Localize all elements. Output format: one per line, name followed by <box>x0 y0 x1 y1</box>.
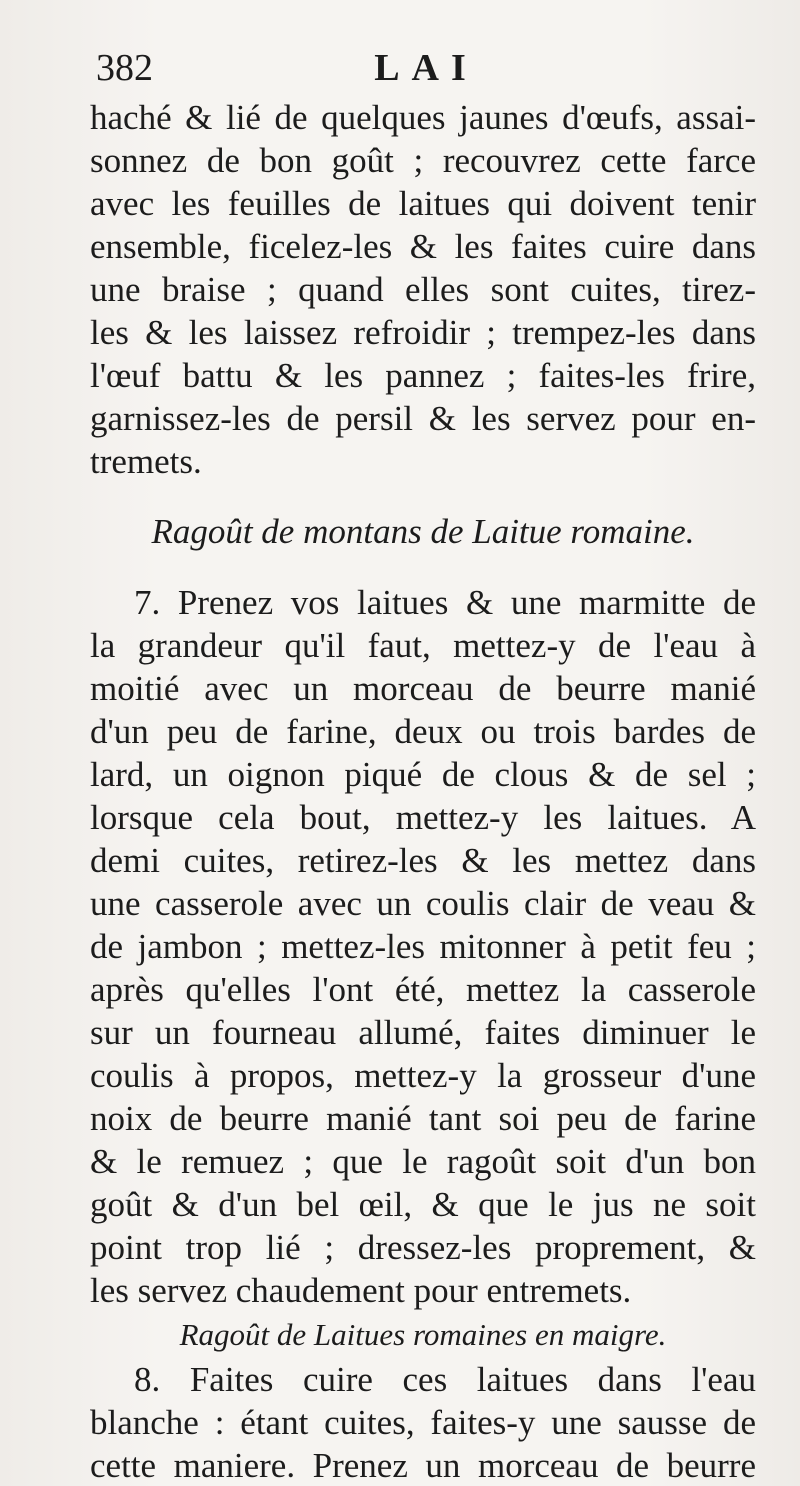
text-line: demi cuites, retirez-les & les mettez dans <box>90 841 756 880</box>
text-line: après qu'elles l'ont été, mettez la casserole <box>90 970 756 1009</box>
text-line: une casserole avec un coulis clair de veau & <box>90 884 756 923</box>
text-line: tremets. <box>90 442 202 481</box>
page-body <box>90 96 756 1486</box>
text-line: blanche : étant cuites, faites-y une sausse de <box>90 1403 756 1442</box>
text-line: cette maniere. Prenez un morceau de beurre <box>90 1446 756 1485</box>
page-number: 382 <box>96 47 153 89</box>
text-line: point trop lié ; dressez-les proprement, & <box>90 1228 756 1267</box>
text-line: noix de beurre manié tant soi peu de farine <box>90 1099 756 1138</box>
text-line: lard, un oignon piqué de clous & de sel ; <box>90 755 756 794</box>
running-head: LAI <box>374 47 478 89</box>
text-line: lorsque cela bout, mettez-y les laitues. A <box>90 798 756 837</box>
spacer <box>90 555 756 581</box>
text-line: les servez chaudement pour entremets. <box>90 1271 632 1310</box>
text-line: sur un fourneau allumé, faites diminuer le <box>90 1013 756 1052</box>
text-line: la grandeur qu'il faut, mettez-y de l'eau à <box>90 626 756 665</box>
text-line: goût & d'un bel œil, & que le jus ne soit <box>90 1185 756 1224</box>
text-line: une braise ; quand elles sont cuites, tirez- <box>90 270 756 309</box>
paragraph-continuation <box>90 96 756 483</box>
text-line: moitié avec un morceau de beurre manié <box>90 669 756 708</box>
text-line: sonnez de bon goût ; recouvrez cette farce <box>90 141 756 180</box>
text-line: garnissez-les de persil & les servez pour en- <box>90 399 756 438</box>
text-line: coulis à propos, mettez-y la grosseur d'une <box>90 1056 756 1095</box>
page-header <box>96 44 756 92</box>
spacer <box>90 483 756 509</box>
text-line: de jambon ; mettez-les mitonner à petit feu ; <box>90 927 756 966</box>
text-line: haché & lié de quelques jaunes d'œufs, assai- <box>90 98 756 137</box>
text-line: avec les feuilles de laitues qui doivent tenir <box>90 184 756 223</box>
text-line: ensemble, ficelez-les & les faites cuire dans <box>90 227 756 266</box>
section-heading-montans: Ragoût de montans de Laitue romaine. <box>151 512 695 551</box>
text-line: 8. Faites cuire ces laitues dans l'eau <box>134 1360 756 1399</box>
text-line: d'un peu de farine, deux ou trois bardes de <box>90 712 756 751</box>
text-line: 7. Prenez vos laitues & une marmitte de <box>134 583 756 622</box>
text-line: l'œuf battu & les pannez ; faites-les frire, <box>90 356 756 395</box>
text-line: & le remuez ; que le ragoût soit d'un bon <box>90 1142 756 1181</box>
section-heading-maigre: Ragoût de Laitues romaines en maigre. <box>179 1317 667 1352</box>
paragraph-recipe-7 <box>90 581 756 1312</box>
paragraph-recipe-8 <box>90 1358 756 1486</box>
text-line: les & les laissez refroidir ; trempez-les dans <box>90 313 756 352</box>
